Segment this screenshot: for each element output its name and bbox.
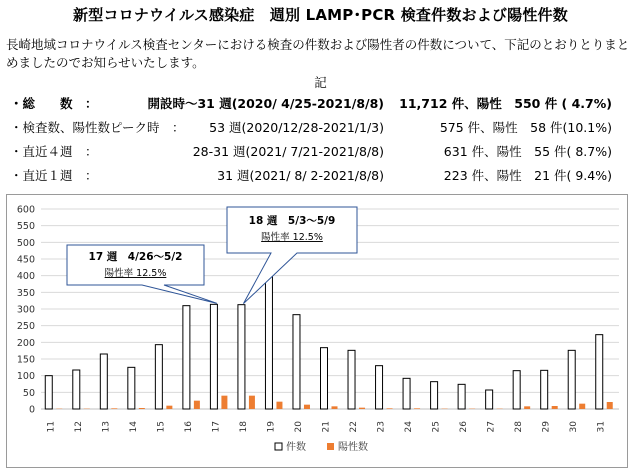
x-tick-label: 31: [596, 421, 607, 433]
stat-label: ・直近４週 ：: [10, 144, 98, 159]
legend-label-test-count: 件数: [286, 442, 306, 453]
bar-test-count: [403, 378, 410, 409]
bar-positive-count: [359, 408, 365, 409]
y-tick-label: 550: [16, 221, 35, 233]
bar-test-count: [348, 350, 355, 409]
callout-positivity: 陽性率 12.5%: [104, 268, 167, 279]
bar-positive-count: [276, 402, 282, 409]
stat-result: 223 件、陽性 21 件( 9.4%): [443, 168, 612, 183]
bar-test-count: [210, 304, 217, 409]
y-tick-label: 600: [16, 204, 35, 216]
y-tick-label: 0: [28, 404, 35, 416]
x-tick-label: 17: [211, 421, 222, 433]
bar-test-count: [293, 315, 300, 409]
x-tick-label: 27: [486, 421, 497, 433]
x-tick-label: 23: [376, 421, 387, 433]
bar-test-count: [431, 382, 438, 409]
x-tick-label: 22: [349, 421, 360, 433]
x-tick-label: 25: [431, 421, 442, 433]
legend-swatch-positive-count: [327, 443, 334, 450]
stat-result: 631 件、陽性 55 件( 8.7%): [443, 144, 612, 159]
bar-positive-count: [332, 406, 338, 409]
y-tick-label: 100: [16, 371, 35, 383]
bar-test-count: [100, 354, 107, 409]
x-tick-label: 13: [101, 421, 112, 433]
bar-positive-count: [111, 408, 117, 409]
bar-test-count: [513, 371, 520, 409]
bar-positive-count: [552, 406, 558, 409]
bar-test-count: [155, 345, 162, 409]
bar-test-count: [568, 350, 575, 409]
bar-positive-count: [139, 408, 145, 409]
x-tick-label: 18: [238, 421, 249, 433]
callout-positivity: 陽性率 12.5%: [261, 232, 323, 243]
x-tick-label: 16: [183, 421, 194, 433]
bar-test-count: [73, 370, 80, 409]
bar-test-count: [486, 390, 493, 409]
x-tick-label: 19: [266, 421, 277, 433]
weekly-tests-bar-chart: [7, 195, 627, 467]
bar-test-count: [128, 367, 135, 409]
x-tick-label: 28: [514, 420, 525, 433]
bar-test-count: [265, 276, 272, 409]
x-tick-label: 24: [404, 421, 415, 433]
bar-positive-count: [221, 396, 227, 409]
bar-positive-count: [166, 406, 172, 409]
y-tick-label: 300: [16, 304, 35, 316]
x-tick-label: 29: [541, 421, 552, 433]
x-tick-label: 12: [73, 421, 84, 433]
x-tick-label: 26: [459, 421, 470, 433]
callout-title: 17 週 4/26～5/2: [88, 251, 183, 263]
bar-test-count: [376, 366, 383, 409]
x-tick-label: 11: [46, 421, 57, 433]
y-tick-label: 350: [16, 287, 35, 299]
stat-row-recent-4weeks: [6, 140, 636, 164]
stat-row-total: [6, 92, 636, 116]
callout-title: 18 週 5/3～5/9: [248, 215, 336, 227]
legend-swatch-test-count: [275, 443, 282, 450]
y-tick-label: 450: [16, 254, 35, 266]
y-tick-label: 50: [22, 387, 35, 399]
stat-label: ・総 数 ：: [10, 96, 98, 111]
x-tick-label: 15: [156, 421, 167, 433]
y-tick-label: 150: [16, 354, 35, 366]
x-tick-label: 30: [569, 421, 580, 433]
stat-label: ・検査数、陽性数ピーク時 ：: [10, 120, 185, 135]
stat-row-recent-week: [6, 164, 636, 188]
y-tick-label: 400: [16, 271, 35, 283]
x-tick-label: 21: [321, 421, 332, 433]
bar-positive-count: [414, 408, 420, 409]
x-tick-label: 14: [128, 421, 139, 433]
stat-row-peak: [6, 116, 636, 140]
x-tick-label: 20: [293, 421, 304, 433]
stats-block: [6, 92, 636, 188]
legend-label-positive-count: 陽性数: [338, 442, 368, 453]
bar-positive-count: [387, 408, 393, 409]
stat-period: 53 週(2020/12/28-2021/1/3): [209, 120, 384, 135]
bar-positive-count: [304, 405, 310, 409]
stat-result: 11,712 件、陽性 550 件 ( 4.7%): [399, 96, 612, 111]
ki-heading: 記: [314, 75, 327, 90]
stat-period: 31 週(2021/ 8/ 2-2021/8/8): [217, 168, 384, 183]
y-tick-label: 200: [16, 337, 35, 349]
bar-test-count: [45, 376, 52, 409]
bar-test-count: [541, 370, 548, 409]
bar-test-count: [458, 384, 465, 409]
chart-frame: [6, 194, 628, 468]
bar-positive-count: [249, 396, 255, 409]
bar-test-count: [238, 305, 245, 409]
bar-positive-count: [524, 406, 530, 409]
bar-positive-count: [607, 402, 613, 409]
y-tick-label: 250: [16, 321, 35, 333]
intro-text: 長崎地域コロナウイルス検査センターにおける検査の件数および陽性者の件数について、下記のとおりとりまとめましたのでお知らせいたします。: [6, 37, 630, 70]
bar-test-count: [596, 335, 603, 409]
y-tick-label: 500: [16, 237, 35, 249]
stat-period: 開設時～31 週(2020/ 4/25-2021/8/8): [147, 96, 384, 111]
stat-result: 575 件、陽性 58 件(10.1%): [439, 120, 612, 135]
page-title: 新型コロナウイルス感染症 週別 LAMP･PCR 検査件数および陽性件数: [73, 6, 568, 24]
stat-label: ・直近１週 ：: [10, 168, 98, 183]
bar-positive-count: [579, 404, 585, 409]
bar-test-count: [321, 348, 328, 409]
bar-test-count: [183, 306, 190, 409]
stat-period: 28-31 週(2021/ 7/21-2021/8/8): [192, 144, 384, 159]
bar-positive-count: [194, 401, 200, 409]
